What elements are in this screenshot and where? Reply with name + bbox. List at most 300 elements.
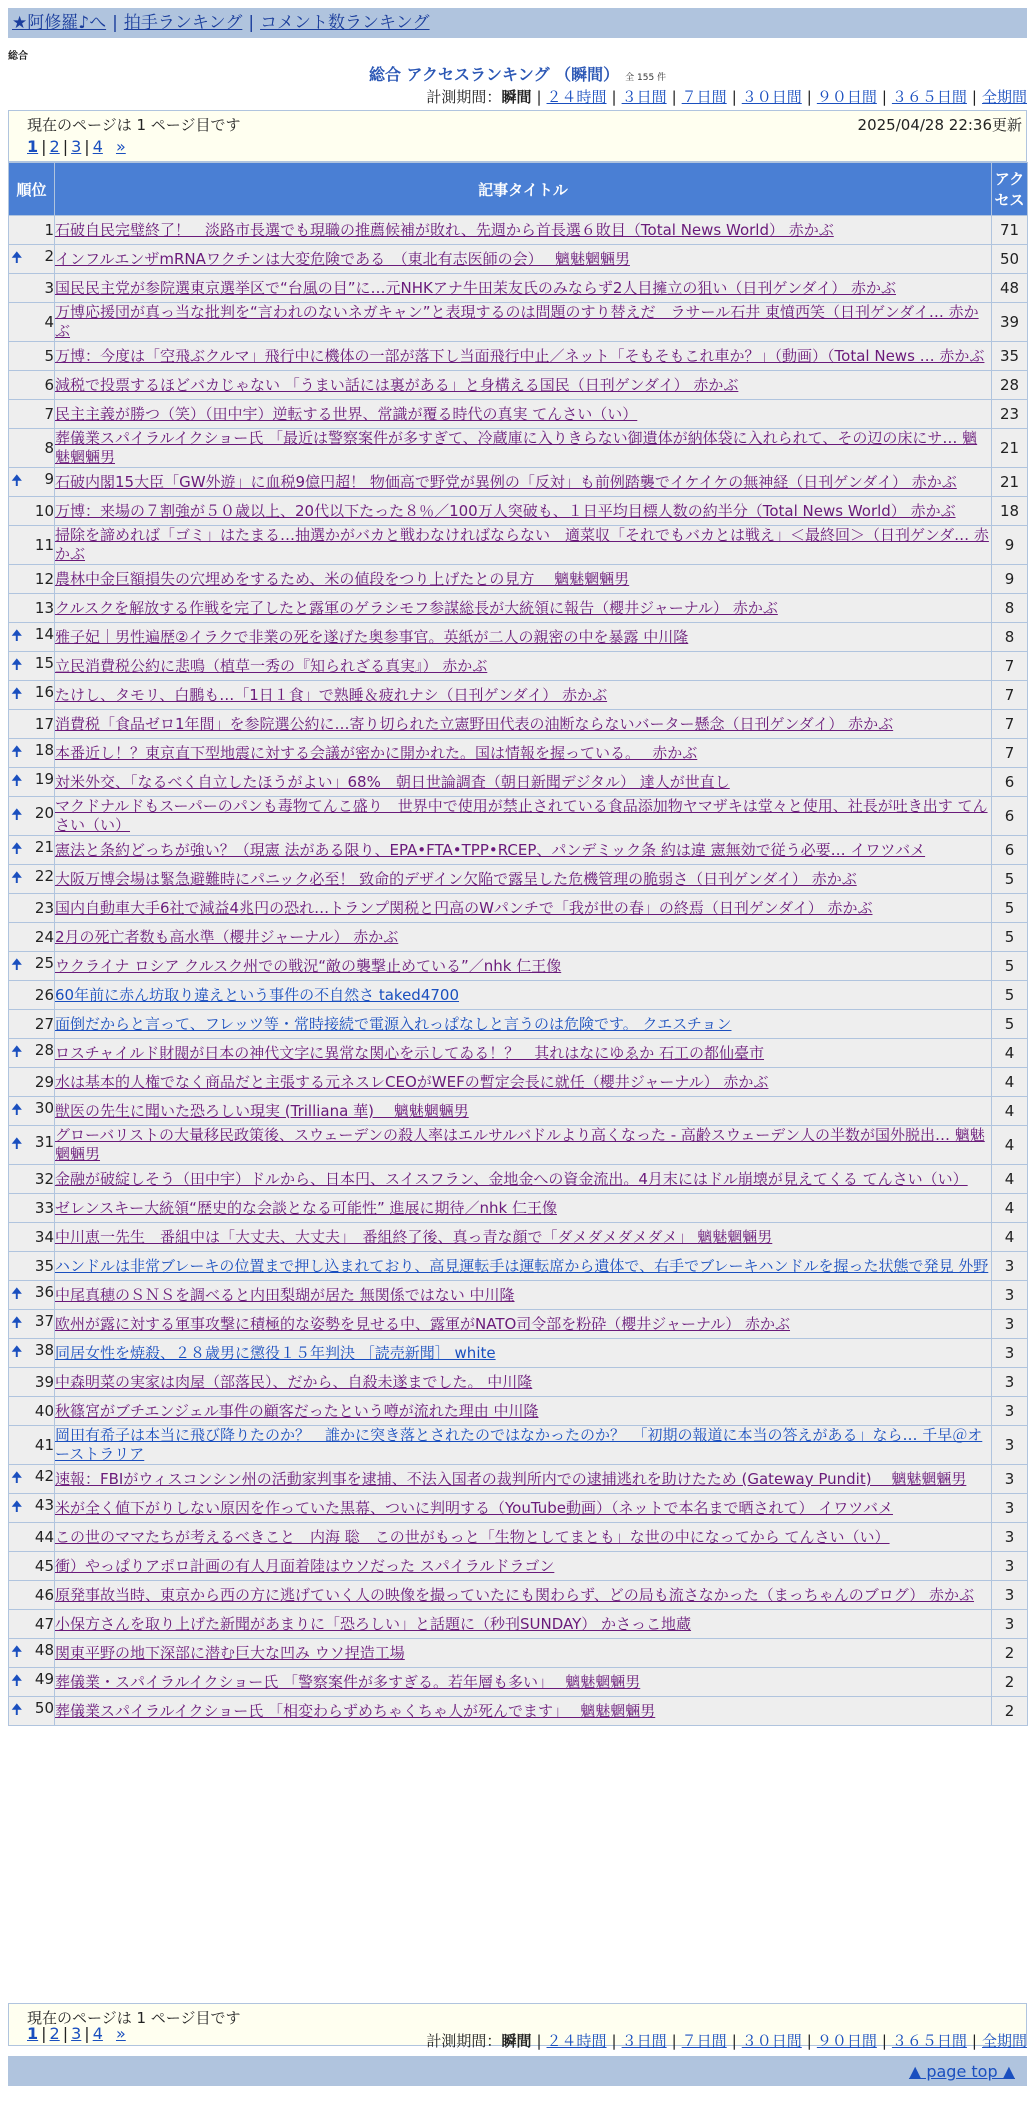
clap-ranking-link[interactable]: 拍手ランキング: [123, 13, 243, 33]
access-count: 3: [992, 1310, 1028, 1339]
access-count: 28: [992, 371, 1028, 400]
period-selector-bottom: [426, 2030, 1027, 2051]
rank-number: 20: [34, 804, 54, 822]
article-link[interactable]: 葬儀業スパイラルイクショー氏 「最近は警察案件が多すぎて、冷蔵庫に入りきらない御遺体が納体袋に入れられて、その辺の床にサ… 魑魅魍魎男: [55, 429, 978, 466]
access-header: アクセス: [992, 163, 1028, 216]
rank-cell: [9, 1281, 55, 1310]
article-link[interactable]: 60年前に赤ん坊取り違えという事件の不自然さ taked4700: [55, 985, 460, 1004]
article-link[interactable]: 対米外交、「なるべく自立したほうがよい」68% 朝日世論調査（朝日新聞デジタル） 達人が世直し: [55, 772, 730, 791]
title-cell: [55, 565, 992, 594]
table-row: [9, 1552, 1028, 1581]
title-cell: [55, 1465, 992, 1494]
title-cell: [55, 652, 992, 681]
access-count: 5: [992, 981, 1028, 1010]
title-cell: [55, 1668, 992, 1697]
table-row: [9, 1581, 1028, 1610]
article-link[interactable]: 国民民主党が参院選東京選挙区で“台風の目”に…元NHKアナ牛田茉友氏のみならず2人目擁立の狙い（日刊ゲンダイ） 赤かぶ: [55, 278, 896, 297]
rank-cell: [9, 1610, 55, 1639]
rank-header: 順位: [9, 163, 55, 216]
table-row: [9, 468, 1028, 497]
ranking-title: 総合 アクセスランキング （瞬間）: [368, 65, 620, 84]
rank-cell: [9, 923, 55, 952]
ranking-table: [8, 162, 1028, 1726]
rank-number: 44: [34, 1528, 54, 1546]
comment-ranking-link[interactable]: コメント数ランキング: [260, 13, 430, 33]
period-link[interactable]: ２４時間: [546, 88, 607, 106]
article-link[interactable]: この世のママたちが考えるべきこと 内海 聡 この世がもっと「生物としてまとも」な世の中になってから てんさい（い）: [55, 1527, 890, 1546]
rank-cell: [9, 1581, 55, 1610]
title-cell: [55, 981, 992, 1010]
period-link[interactable]: ９０日間: [816, 2032, 877, 2050]
access-count: 4: [992, 1068, 1028, 1097]
access-count: 71: [992, 216, 1028, 245]
period-current: 瞬間: [501, 2032, 532, 2050]
access-count: 4: [992, 1223, 1028, 1252]
title-cell: [55, 1126, 992, 1165]
item-count: 全 155 件: [625, 73, 667, 83]
rank-up-icon: 🠉: [11, 1044, 23, 1060]
table-row: [9, 594, 1028, 623]
table-row: [9, 1668, 1028, 1697]
rank-cell: [9, 1039, 55, 1068]
page-link[interactable]: 4: [92, 137, 103, 156]
pagination-bottom: [27, 2024, 126, 2043]
page-link[interactable]: 3: [71, 137, 82, 156]
table-row: [9, 1465, 1028, 1494]
rank-cell: [9, 739, 55, 768]
period-separator: |: [536, 2032, 542, 2050]
rank-up-icon: 🠉: [11, 628, 23, 644]
article-link[interactable]: 減税で投票するほどバカじゃない 「うまい話には裏がある」と身構える国民（日刊ゲンダイ） 赤かぶ: [55, 375, 739, 394]
article-link[interactable]: 消費税「食品ゼロ1年間」を参院選公約に…寄り切られた立憲野田代表の油断ならないバーター懸念（日刊ゲンダイ） 赤かぶ: [55, 714, 894, 733]
article-link[interactable]: 葬儀業スパイラルイクショー氏 「相変わらずめちゃくちゃ人が死んでます」 魑魅魍魎男: [55, 1701, 656, 1720]
access-count: 9: [992, 565, 1028, 594]
table-row: [9, 923, 1028, 952]
page-link[interactable]: 3: [71, 2024, 82, 2043]
title-cell: [55, 1581, 992, 1610]
rank-up-icon: 🠉: [11, 957, 23, 973]
access-count: 2: [992, 1668, 1028, 1697]
article-link[interactable]: 岡田有希子は本当に飛び降りたのか？ 誰かに突き落とされたのではなかったのか？ 「初期の報道に本当の答えがある」なら… 千早＠オーストラリア: [55, 1426, 983, 1463]
article-link[interactable]: マクドナルドもスーパーのパンも毒物てんこ盛り 世界中で使用が禁止されている食品添加物ヤマザキは堂々と使用、社長が吐き出す てんさい（い）: [55, 797, 988, 834]
access-count: 48: [992, 274, 1028, 303]
title-cell: [55, 1310, 992, 1339]
period-separator: |: [611, 88, 617, 106]
page-current: 1: [27, 137, 39, 156]
period-link[interactable]: 全期間: [981, 88, 1027, 106]
rank-number: 47: [34, 1615, 54, 1633]
table-row: [9, 1426, 1028, 1465]
page-separator: |: [41, 2024, 47, 2043]
access-count: 3: [992, 1281, 1028, 1310]
nav-separator: |: [112, 13, 118, 33]
rank-cell: [9, 1223, 55, 1252]
nav-separator: |: [248, 13, 255, 33]
table-row: [9, 497, 1028, 526]
table-row: [9, 1010, 1028, 1039]
access-count: 3: [992, 1610, 1028, 1639]
page-top-link[interactable]: ▲ page top ▲: [908, 2062, 1015, 2081]
table-row: [9, 1397, 1028, 1426]
rank-cell: [9, 865, 55, 894]
table-row: [9, 216, 1028, 245]
article-link[interactable]: 大阪万博会場は緊急避難時にパニック必至！ 致命的デザイン欠陥で露呈した危機管理の脆弱さ（日刊ゲンダイ） 赤かぶ: [55, 869, 857, 888]
rank-number: 5: [44, 347, 54, 365]
rank-number: 48: [34, 1641, 54, 1659]
page-link[interactable]: 2: [49, 137, 60, 156]
title-cell: [55, 1697, 992, 1726]
rank-cell: [9, 1068, 55, 1097]
period-link[interactable]: ３６５日間: [891, 2032, 967, 2050]
title-cell: [55, 274, 992, 303]
article-link[interactable]: 国内自動車大手6社で減益4兆円の恐れ…トランプ関税と円高のWパンチで「我が世の春」の終焉（日刊ゲンダイ） 赤かぶ: [55, 898, 873, 917]
period-separator: |: [971, 2032, 977, 2050]
article-link[interactable]: 石破内閣15大臣「GW外遊」に血税9億円超！ 物価高で野党が異例の「反対」も前例踏襲でイケイケの無神経（日刊ゲンダイ） 赤かぶ: [55, 472, 957, 491]
article-link[interactable]: 米が全く値下がりしない原因を作っていた黒幕、ついに判明する（YouTube動画）（ネットで本名まで晒されて） イワツバメ: [55, 1498, 893, 1517]
article-link[interactable]: 同居女性を焼殺、２８歳男に懲役１５年判決 ［読売新聞］ white: [55, 1343, 496, 1362]
period-label: 計測期間：: [426, 88, 502, 106]
article-link[interactable]: 速報：FBIがウィスコンシン州の活動家判事を逮捕、不法入国者の裁判所内での逮捕逃れを助けたため (Gateway Pundit) 魑魅魍魎男: [55, 1469, 967, 1488]
table-row: [9, 1639, 1028, 1668]
access-count: 6: [992, 797, 1028, 836]
table-row: [9, 836, 1028, 865]
access-count: 5: [992, 952, 1028, 981]
access-count: 3: [992, 1426, 1028, 1465]
period-link[interactable]: ９０日間: [816, 88, 877, 106]
rank-number: 3: [44, 279, 54, 297]
table-row: [9, 1126, 1028, 1165]
title-cell: [55, 1339, 992, 1368]
rank-cell: [9, 594, 55, 623]
page-separator: |: [84, 137, 90, 156]
rank-up-icon: 🠉: [11, 657, 23, 673]
access-count: 35: [992, 342, 1028, 371]
article-link[interactable]: 欧州が露に対する軍事攻撃に積極的な姿勢を見せる中、露軍がNATO司令部を粉砕（櫻井ジャーナル） 赤かぶ: [55, 1314, 791, 1333]
rank-up-icon: 🠉: [11, 250, 23, 266]
article-link[interactable]: 中川恵一先生 番組中は「大丈夫、大丈夫」 番組終了後、真っ青な顔で「ダメダメダメダメ」 魑魅魍魎男: [55, 1227, 773, 1246]
rank-number: 43: [34, 1496, 54, 1514]
rank-number: 26: [34, 986, 54, 1004]
rank-cell: [9, 797, 55, 836]
period-separator: |: [881, 2032, 887, 2050]
title-cell: [55, 1039, 992, 1068]
rank-number: 21: [34, 838, 54, 856]
rank-cell: [9, 836, 55, 865]
title-cell: [55, 468, 992, 497]
title-cell: [55, 1368, 992, 1397]
rank-number: 39: [34, 1373, 54, 1391]
access-count: 21: [992, 468, 1028, 497]
rank-cell: [9, 681, 55, 710]
title-cell: [55, 429, 992, 468]
rank-up-icon: 🠉: [11, 807, 23, 823]
period-selector-top: [426, 86, 1027, 107]
period-link[interactable]: ３０日間: [741, 88, 802, 106]
table-row: [9, 1610, 1028, 1639]
period-separator: |: [971, 88, 977, 106]
rank-cell: [9, 1097, 55, 1126]
access-count: 3: [992, 1339, 1028, 1368]
period-separator: |: [806, 2032, 812, 2050]
rank-cell: [9, 952, 55, 981]
rank-number: 33: [34, 1199, 54, 1217]
article-link[interactable]: 中尾真穂のＳＮＳを調べると内田梨瑚が居た 無関係ではない 中川隆: [55, 1285, 515, 1304]
rank-cell: [9, 1494, 55, 1523]
rank-number: 32: [34, 1170, 54, 1188]
rank-cell: [9, 303, 55, 342]
page-separator: |: [84, 2024, 90, 2043]
table-row: [9, 1068, 1028, 1097]
access-count: 3: [992, 1252, 1028, 1281]
article-link[interactable]: 万博：今度は「空飛ぶクルマ」飛行中に機体の一部が落下し当面飛行中止／ネット「そもそもこれ車か？」（動画）（Total News … 赤かぶ: [55, 346, 985, 365]
rank-up-icon: 🠉: [11, 1470, 23, 1486]
title-cell: [55, 371, 992, 400]
rank-up-icon: 🠉: [11, 841, 23, 857]
title-header: 記事タイトル: [55, 163, 992, 216]
table-row: [9, 526, 1028, 565]
table-row: [9, 1097, 1028, 1126]
title-cell: [55, 1639, 992, 1668]
access-count: 3: [992, 1581, 1028, 1610]
access-count: 4: [992, 1194, 1028, 1223]
rank-cell: [9, 768, 55, 797]
next-page-link[interactable]: »: [115, 137, 126, 156]
article-link[interactable]: 掃除を諦めれば「ゴミ」はたまる…抽選かがバカと戦わなければならない 適菜収「それでもバカとは戦え」＜最終回＞（日刊ゲンダ… 赤かぶ: [55, 526, 989, 563]
table-row: [9, 429, 1028, 468]
access-count: 50: [992, 245, 1028, 274]
rank-number: 25: [34, 954, 54, 972]
title-cell: [55, 497, 992, 526]
title-cell: [55, 1252, 992, 1281]
current-page-text: 現在のページは 1 ページ目です: [27, 2009, 241, 2027]
rank-up-icon: 🠉: [11, 1644, 23, 1660]
next-page-link[interactable]: »: [115, 2024, 126, 2043]
access-count: 3: [992, 1523, 1028, 1552]
table-row: [9, 710, 1028, 739]
page-info-top: [8, 110, 1027, 162]
article-link[interactable]: 民主主義が勝つ（笑）（田中宇）逆転する世界、常識が覆る時代の真実 てんさい（い）: [55, 404, 638, 423]
rank-number: 42: [34, 1467, 54, 1485]
top-nav-bar: [8, 8, 1027, 38]
article-link[interactable]: 面倒だからと言って、フレッツ等・常時接続で電源入れっぱなしと言うのは危険です。 クエスチョン: [55, 1014, 732, 1033]
article-link[interactable]: ウクライナ ロシア クルスク州での戦況“敵の襲撃止めている”／nhk 仁王像: [55, 956, 562, 975]
rank-number: 15: [34, 654, 54, 672]
period-link[interactable]: 全期間: [981, 2032, 1027, 2050]
article-link[interactable]: 石破自民完璧終了！ 淡路市長選でも現職の推薦候補が敗れ、先週から首長選６敗目（Total News World） 赤かぶ: [55, 220, 834, 239]
title-cell: [55, 400, 992, 429]
page-separator: |: [62, 2024, 69, 2043]
table-row: [9, 1039, 1028, 1068]
table-row: [9, 797, 1028, 836]
rank-cell: [9, 274, 55, 303]
access-count: 5: [992, 1010, 1028, 1039]
rank-cell: [9, 894, 55, 923]
period-link[interactable]: ３日間: [621, 88, 667, 106]
access-count: 8: [992, 623, 1028, 652]
title-cell: [55, 342, 992, 371]
title-cell: [55, 797, 992, 836]
access-count: 7: [992, 710, 1028, 739]
access-count: 4: [992, 1039, 1028, 1068]
article-link[interactable]: 原発事故当時、東京から西の方に逃げていく人の映像を撮っていたにも関わらず、どの局も流さなかった（まっちゃんのブログ） 赤かぶ: [55, 1585, 975, 1604]
title-cell: [55, 1397, 992, 1426]
rank-number: 4: [44, 313, 54, 331]
rank-up-icon: 🠉: [11, 1344, 23, 1360]
rank-number: 19: [34, 770, 54, 788]
period-link[interactable]: ３６５日間: [891, 88, 967, 106]
home-link[interactable]: ★阿修羅♪へ: [12, 13, 107, 33]
title-cell: [55, 303, 992, 342]
article-link[interactable]: 立民消費税公約に悲鳴（植草一秀の『知られざる真実』） 赤かぶ: [55, 656, 488, 675]
rank-number: 14: [34, 625, 54, 643]
updated-timestamp: 2025/04/28 22:36更新: [857, 116, 1022, 134]
title-cell: [55, 894, 992, 923]
article-link[interactable]: グローバリストの大量移民政策後、スウェーデンの殺人率はエルサルバドルより高くなった - 高齢スウェーデン人の半数が国外脱出… 魑魅魍魎男: [55, 1126, 985, 1163]
article-link[interactable]: ゼレンスキー大統領“歴史的な会談となる可能性” 進展に期待／nhk 仁王像: [55, 1198, 557, 1217]
article-link[interactable]: 関東平野の地下深部に潜む巨大な凹み ウソ捏造工場: [55, 1643, 405, 1662]
period-separator: |: [611, 2032, 617, 2050]
title-cell: [55, 1010, 992, 1039]
table-row: [9, 1339, 1028, 1368]
access-count: 7: [992, 739, 1028, 768]
period-link[interactable]: ３日間: [621, 2032, 667, 2050]
article-link[interactable]: 本番近し！？東京直下型地震に対する会議が密かに開かれた。国は情報を握っている。 赤かぶ: [55, 743, 698, 762]
category-label: 総合: [8, 51, 28, 62]
title-cell: [55, 216, 992, 245]
rank-cell: [9, 1339, 55, 1368]
title-cell: [55, 526, 992, 565]
period-link[interactable]: ３０日間: [741, 2032, 802, 2050]
article-link[interactable]: 小保方さんを取り上げた新聞があまりに「恐ろしい」と話題に（秒刊SUNDAY） かさっこ地蔵: [55, 1614, 692, 1633]
table-row: [9, 274, 1028, 303]
rank-cell: [9, 1165, 55, 1194]
rank-cell: [9, 429, 55, 468]
article-link[interactable]: 水は基本的人権でなく商品だと主張する元ネスレCEOがWEFの暫定会長に就任（櫻井ジャーナル） 赤かぶ: [55, 1072, 769, 1091]
table-row: [9, 245, 1028, 274]
title-cell: [55, 1194, 992, 1223]
rank-up-icon: 🠉: [11, 773, 23, 789]
access-count: 3: [992, 1552, 1028, 1581]
rank-number: 6: [44, 376, 54, 394]
rank-number: 27: [34, 1015, 54, 1033]
rank-cell: [9, 526, 55, 565]
access-count: 5: [992, 894, 1028, 923]
period-link[interactable]: ２４時間: [546, 2032, 607, 2050]
title-cell: [55, 923, 992, 952]
title-cell: [55, 1552, 992, 1581]
rank-number: 11: [34, 536, 54, 554]
article-link[interactable]: インフルエンザmRNAワクチンは大変危険である （東北有志医師の会） 魑魅魍魎男: [55, 249, 630, 268]
period-link[interactable]: ７日間: [681, 88, 727, 106]
access-count: 7: [992, 652, 1028, 681]
article-link[interactable]: 農林中金巨額損失の穴埋めをするため、米の値段をつり上げたとの見方 魑魅魍魎男: [55, 569, 630, 588]
access-count: 8: [992, 594, 1028, 623]
article-link[interactable]: ハンドルは非常ブレーキの位置まで押し込まれており、高見運転手は運転席から遺体で、右手でブレーキハンドルを握った状態で発見 外野: [55, 1256, 989, 1275]
rank-cell: [9, 1523, 55, 1552]
rank-number: 23: [34, 899, 54, 917]
table-row: [9, 768, 1028, 797]
table-row: [9, 1697, 1028, 1726]
rank-number: 28: [34, 1041, 54, 1059]
title-cell: [55, 1165, 992, 1194]
page-link[interactable]: 2: [49, 2024, 60, 2043]
table-row: [9, 371, 1028, 400]
rank-number: 50: [34, 1699, 54, 1717]
period-separator: |: [881, 88, 887, 106]
rank-cell: [9, 710, 55, 739]
article-link[interactable]: 獣医の先生に聞いた恐ろしい現実 (Trilliana 華) 魑魅魍魎男: [55, 1101, 469, 1120]
title-cell: [55, 768, 992, 797]
rank-cell: [9, 1368, 55, 1397]
rank-number: 10: [34, 502, 54, 520]
rank-cell: [9, 1426, 55, 1465]
table-row: [9, 865, 1028, 894]
rank-cell: [9, 1465, 55, 1494]
access-count: 18: [992, 497, 1028, 526]
article-link[interactable]: 中森明菜の実家は肉屋（部落民）、だから、自殺未遂までした。 中川隆: [55, 1372, 533, 1391]
period-separator: |: [671, 2032, 677, 2050]
rank-number: 1: [44, 221, 54, 239]
article-link[interactable]: 万博応援団が真っ当な批判を“言われのないネガキャン”と表現するのは問題のすり替えだ ラサール石井 東憤西笑（日刊ゲンダイ… 赤かぶ: [55, 303, 979, 340]
article-link[interactable]: 葬儀業・スパイラルイクショー氏 「警察案件が多すぎる。若年層も多い」 魑魅魍魎男: [55, 1672, 641, 1691]
article-link[interactable]: ロスチャイルド財閥が日本の神代文字に異常な関心を示してゐる！？ 其れはなにゆゑか 石工の都仙臺市: [55, 1043, 765, 1062]
rank-up-icon: 🠉: [11, 1136, 23, 1152]
table-row: [9, 623, 1028, 652]
title-cell: [55, 952, 992, 981]
title-cell: [55, 623, 992, 652]
article-link[interactable]: 衝）やっぱりアポロ計画の有人月面着陸はウソだった スパイラルドラゴン: [55, 1556, 555, 1575]
title-cell: [55, 1281, 992, 1310]
title-cell: [55, 865, 992, 894]
title-cell: [55, 1494, 992, 1523]
access-count: 21: [992, 429, 1028, 468]
rank-number: 37: [34, 1312, 54, 1330]
rank-number: 46: [34, 1586, 54, 1604]
period-link[interactable]: ７日間: [681, 2032, 727, 2050]
article-link[interactable]: 2月の死亡者数も高水準（櫻井ジャーナル） 赤かぶ: [55, 927, 399, 946]
rank-up-icon: 🠉: [11, 870, 23, 886]
period-current: 瞬間: [501, 88, 532, 106]
rank-cell: [9, 623, 55, 652]
rank-cell: [9, 1552, 55, 1581]
article-link[interactable]: 雅子妃｜男性遍歴②イラクで非業の死を遂げた奥参事官。英紙が二人の親密の中を暴露 中川隆: [55, 627, 689, 646]
rank-number: 35: [34, 1257, 54, 1275]
title-cell: [55, 836, 992, 865]
article-link[interactable]: 秋篠宮がブチエンジェル事件の顧客だったという噂が流れた理由 中川隆: [55, 1401, 539, 1420]
page-separator: |: [41, 137, 47, 156]
access-count: 3: [992, 1397, 1028, 1426]
rank-number: 40: [34, 1402, 54, 1420]
rank-number: 29: [34, 1073, 54, 1091]
table-row: [9, 652, 1028, 681]
rank-cell: [9, 1252, 55, 1281]
article-link[interactable]: 万博：来場の７割強が５０歳以上、20代以下たった８％／100万人突破も、１日平均目標人数の約半分（Total News World） 赤かぶ: [55, 501, 956, 520]
article-link[interactable]: クルスクを解放する作戦を完了したと露軍のゲラシモフ参謀総長が大統領に報告（櫻井ジャーナル） 赤かぶ: [55, 598, 778, 617]
article-link[interactable]: 金融が破綻しそう（田中宇）ドルから、日本円、スイスフラン、金地金への資金流出。4月末にはドル崩壊が見えてくる てんさい（い）: [55, 1169, 968, 1188]
table-row: [9, 1310, 1028, 1339]
table-row: [9, 342, 1028, 371]
rank-cell: [9, 1668, 55, 1697]
title-cell: [55, 739, 992, 768]
page-link[interactable]: 4: [92, 2024, 103, 2043]
access-count: 9: [992, 526, 1028, 565]
access-count: 2: [992, 1697, 1028, 1726]
period-separator: |: [731, 2032, 737, 2050]
article-link[interactable]: たけし、タモリ、白鵬も…「1日１食」で熟睡＆疲れナシ（日刊ゲンダイ） 赤かぶ: [55, 685, 608, 704]
rank-cell: [9, 497, 55, 526]
article-link[interactable]: 憲法と条約どっちが強い？（現憲 法がある限り、EPA•FTA•TPP•RCEP、パンデミック条 約は違 憲無効で従う必要… イワツバメ: [55, 840, 926, 859]
rank-cell: [9, 342, 55, 371]
